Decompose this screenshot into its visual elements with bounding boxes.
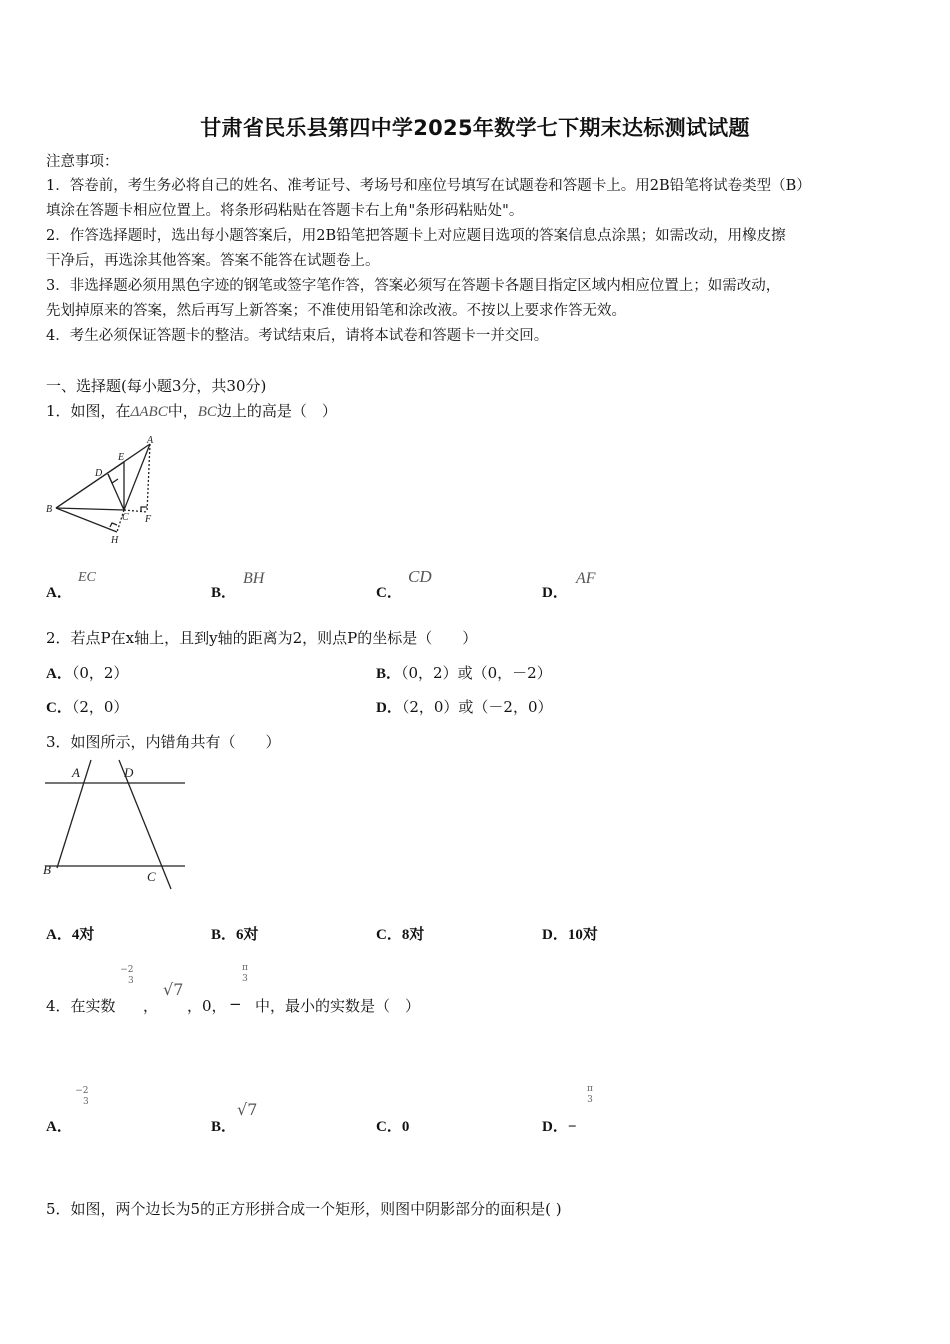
segment-BE xyxy=(56,462,124,508)
question-text: 边上的高是（ ） xyxy=(216,402,337,420)
right-angle-mark xyxy=(108,474,118,483)
notice-line: 1．答卷前，考生务必将自己的姓名、准考证号、考场号和座位号填写在试题卷和答题卡上。用2B铅笔将试卷类型（B） xyxy=(46,178,811,194)
notice-line: 2．作答选择题时，选出每小题答案后，用2B铅笔把答题卡上对应题目选项的答案信息点涂黑；如需改动，用橡皮擦 xyxy=(46,228,786,244)
option-d[interactable]: D．（2，0）或（－2，0） xyxy=(376,698,553,716)
point-label: H xyxy=(111,535,119,546)
option-a-value: −2 3 xyxy=(75,1086,89,1107)
option-a-value: EC xyxy=(78,570,96,585)
option-b[interactable]: B．（0，2）或（0，－2） xyxy=(376,664,552,682)
right-angle-mark xyxy=(110,523,117,527)
point-label: F xyxy=(145,514,152,525)
point-label: B xyxy=(43,862,51,877)
segment-AC xyxy=(124,444,150,510)
question-text: 中， xyxy=(167,402,198,420)
q3-figure xyxy=(40,758,190,893)
question-1 xyxy=(46,400,337,421)
option-d[interactable]: D．10对 xyxy=(542,927,598,943)
option-c[interactable]: C． xyxy=(376,585,402,601)
section-heading: 一、选择题(每小题3分，共30分) xyxy=(46,377,267,395)
option-d[interactable]: D． xyxy=(542,585,568,601)
point-label: C xyxy=(122,512,129,523)
sqrt-seven: √7 xyxy=(163,980,184,999)
point-label: A xyxy=(147,435,154,446)
notice-line: 填涂在答题卡相应位置上。将条形码粘贴在答题卡右上角"条形码粘贴处"。 xyxy=(46,203,524,219)
segment-AF xyxy=(147,444,150,512)
notice-line: 先划掉原来的答案，然后再写上新答案；不准使用铅笔和涂改液。不按以上要求作答无效。 xyxy=(46,303,626,319)
point-label: A xyxy=(72,765,80,780)
question-text: 如图，在 xyxy=(70,402,131,420)
question-text: ，0， xyxy=(187,997,227,1015)
option-b-value: √7 xyxy=(237,1100,258,1119)
segment-label: BC xyxy=(197,404,217,420)
point-label: B xyxy=(46,504,53,515)
option-c[interactable]: C．0 xyxy=(376,1119,410,1135)
option-b-value: BH xyxy=(243,570,265,587)
q1-figure xyxy=(44,434,164,549)
question-number: 1． xyxy=(46,402,71,420)
option-b[interactable]: B．6对 xyxy=(211,927,259,943)
segment-BH xyxy=(56,508,117,532)
minus-sign: − xyxy=(229,995,242,1013)
segment-BC xyxy=(56,508,124,510)
comma: ， xyxy=(143,997,159,1015)
notice-line: 4．考生必须保证答题卡的整洁。考试结束后，请将本试卷和答题卡一并交回。 xyxy=(46,328,549,344)
notice-line: 干净后，再选涂其他答案。答案不能答在试题卷上。 xyxy=(46,253,380,269)
point-label: C xyxy=(147,869,156,884)
question-4-number: 4．在实数 xyxy=(46,997,116,1015)
option-d[interactable]: D．− xyxy=(542,1119,577,1135)
question-text: 中，最小的实数是（ ） xyxy=(255,997,421,1015)
option-b[interactable]: B． xyxy=(211,1119,237,1135)
question-3: 3．如图所示，内错角共有（ ） xyxy=(46,733,281,751)
option-c[interactable]: C．（2，0） xyxy=(46,698,129,716)
fraction-pi-thirds: π 3 xyxy=(242,963,248,984)
option-d-value: π 3 xyxy=(587,1084,593,1105)
option-c[interactable]: C．8对 xyxy=(376,927,425,943)
option-d-value: AF xyxy=(576,570,596,587)
option-a[interactable]: A． xyxy=(46,1119,72,1135)
option-c-value: CD xyxy=(408,567,432,586)
point-label: D xyxy=(95,468,103,479)
option-a[interactable]: A．（0，2） xyxy=(46,664,129,682)
triangle-label: ΔABC xyxy=(130,404,168,420)
point-label: E xyxy=(118,452,125,463)
question-5: 5．如图，两个边长为5的正方形拼合成一个矩形，则图中阴影部分的面积是( ) xyxy=(46,1200,562,1218)
point-label: D xyxy=(124,765,134,780)
question-2: 2．若点P在x轴上，且到y轴的距离为2，则点P的坐标是（ ） xyxy=(46,629,478,647)
option-a[interactable]: A．4对 xyxy=(46,927,95,943)
option-a[interactable]: A． xyxy=(46,585,72,601)
fraction-neg-two-thirds: −2 3 xyxy=(120,965,134,986)
option-b[interactable]: B． xyxy=(211,585,237,601)
notice-heading: 注意事项： xyxy=(46,154,119,170)
page-title: 甘肃省民乐县第四中学2025年数学七下期末达标测试试题 xyxy=(200,116,750,140)
notice-line: 3．非选择题必须用黑色字迹的钢笔或签字笔作答，答案必须写在答题卡各题目指定区域内相应位置上；如需改动， xyxy=(46,278,781,294)
